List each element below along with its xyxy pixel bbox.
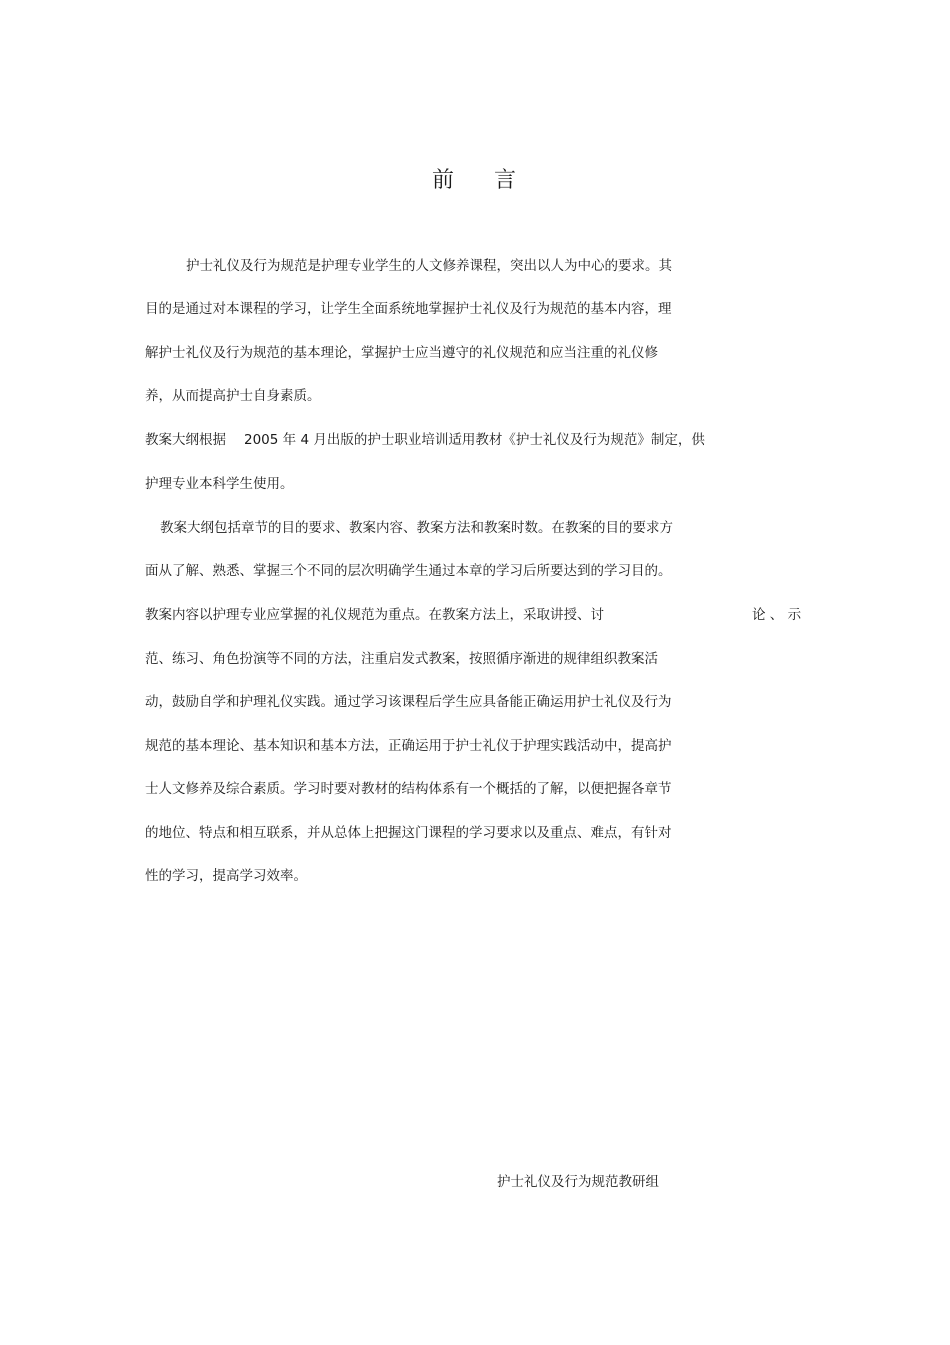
paragraph-2-line-1b: 2005 年 4 月出版的护士职业培训适用教材《护士礼仪及行为规范》制定，供 — [244, 432, 705, 448]
signature: 护士礼仪及行为规范教研组 — [497, 1174, 659, 1190]
paragraph-3-line-2: 面从了解、熟悉、掌握三个不同的层次明确学生通过本章的学习后所要达到的学习目的。 — [145, 563, 672, 579]
paragraph-2-line-1 — [145, 430, 705, 450]
paragraph-3-line-6: 规范的基本理论、基本知识和基本方法，正确运用于护士礼仪于护理实践活动中，提高护 — [145, 738, 672, 754]
paragraph-3-line-3a: 教案内容以护理专业应掌握的礼仪规范为重点。在教案方法上，采取讲授、讨 — [145, 607, 604, 623]
paragraph-3-line-1: 教案大纲包括章节的目的要求、教案内容、教案方法和教案时数。在教案的目的要求方 — [160, 520, 673, 536]
title-char-2: 言 — [494, 168, 519, 193]
paragraph-3-line-7: 士人文修养及综合素质。学习时要对教材的结构体系有一个概括的了解，以便把握各章节 — [145, 781, 672, 797]
paragraph-1-line-4: 养，从而提高护士自身素质。 — [145, 388, 321, 404]
paragraph-2-line-2: 护理专业本科学生使用。 — [145, 476, 294, 492]
paragraph-1-line-2: 目的是通过对本课程的学习，让学生全面系统地掌握护士礼仪及行为规范的基本内容，理 — [145, 301, 672, 317]
paragraph-3-line-9: 性的学习，提高学习效率。 — [145, 868, 307, 884]
paragraph-3-line-4: 范、练习、角色扮演等不同的方法，注重启发式教案，按照循序渐进的规律组织教案活 — [145, 651, 658, 667]
page-title — [0, 163, 950, 194]
title-char-1: 前 — [431, 168, 456, 193]
paragraph-3-line-5: 动，鼓励自学和护理礼仪实践。通过学习该课程后学生应具备能正确运用护士礼仪及行为 — [145, 694, 672, 710]
paragraph-3-line-8: 的地位、特点和相互联系，并从总体上把握这门课程的学习要求以及重点、难点，有针对 — [145, 825, 672, 841]
paragraph-3-line-3b: 论 、 示 — [752, 607, 802, 623]
paragraph-2-line-1a: 教案大纲根据 — [145, 432, 226, 448]
paragraph-1-line-1: 护士礼仪及行为规范是护理专业学生的人文修养课程，突出以人为中心的要求。其 — [186, 258, 672, 274]
paragraph-1-line-3: 解护士礼仪及行为规范的基本理论，掌握护士应当遵守的礼仪规范和应当注重的礼仪修 — [145, 345, 658, 361]
